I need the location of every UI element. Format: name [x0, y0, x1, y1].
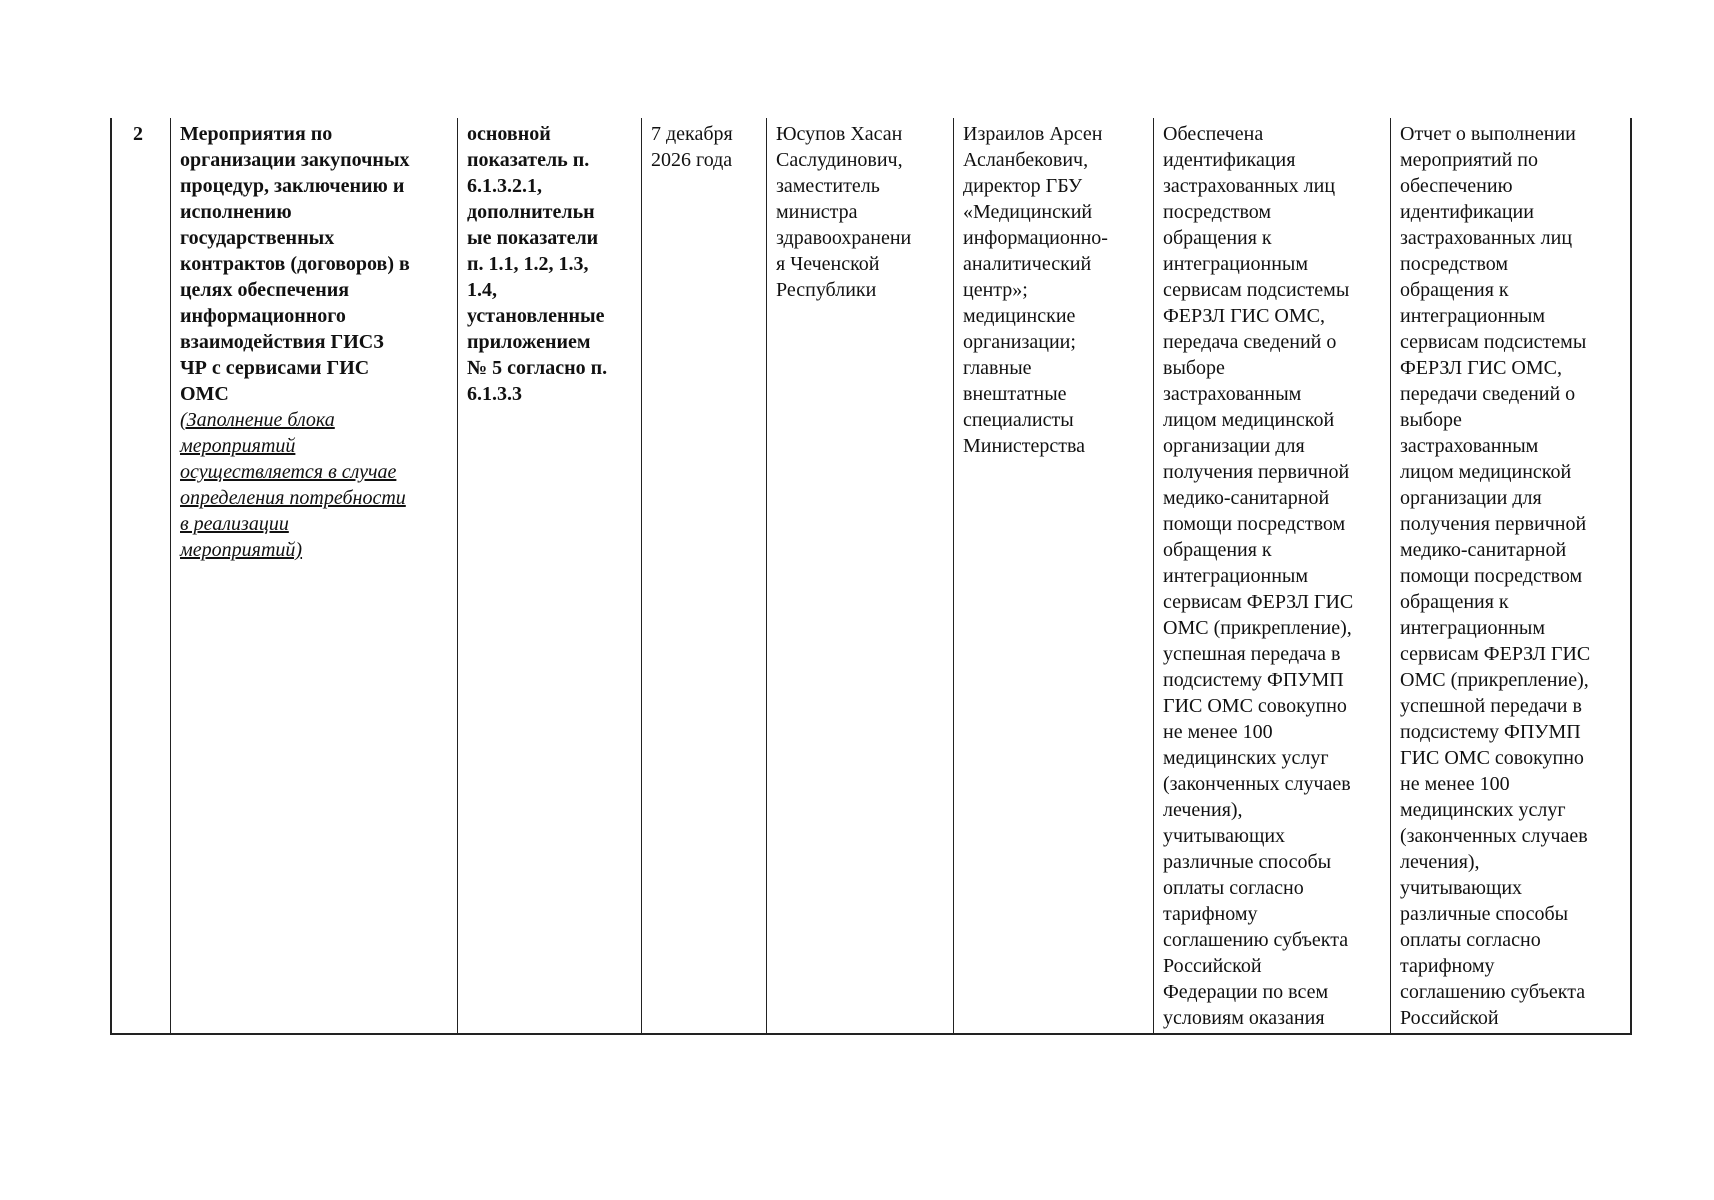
deadline-cell — [642, 118, 767, 1033]
indicators-line: приложением — [467, 331, 591, 353]
report-line: интеграционным — [1400, 305, 1546, 327]
report-line: учитывающих — [1400, 877, 1523, 899]
report-line: застрахованных лиц — [1400, 227, 1573, 249]
executors-line: «Медицинский — [963, 201, 1093, 223]
report-line: посредством — [1400, 253, 1509, 275]
result-line: медико-санитарной — [1163, 487, 1330, 509]
result-line: идентификация — [1163, 149, 1296, 171]
result-line: Обеспечена — [1163, 123, 1264, 145]
event-title-line: ЧР с сервисами ГИС — [180, 357, 370, 379]
result-line: обращения к — [1163, 227, 1272, 249]
result-line: обращения к — [1163, 539, 1272, 561]
report-line: обращения к — [1400, 591, 1509, 613]
result-line: организации для — [1163, 435, 1305, 457]
responsible-line: заместитель — [776, 175, 880, 197]
executors-line: информационно- — [963, 227, 1108, 249]
responsible-line: я Чеченской — [776, 253, 880, 275]
indicators-line: ые показатели — [467, 227, 599, 249]
report-line: успешной передачи в — [1400, 695, 1582, 717]
event-title-line: процедур, заключению и — [180, 175, 405, 197]
result-line: тарифному — [1163, 903, 1258, 925]
report-line: Российской — [1400, 1007, 1499, 1029]
result-line: различные способы — [1163, 851, 1332, 873]
result-line: помощи посредством — [1163, 513, 1346, 535]
executors-line: Израилов Арсен — [963, 123, 1103, 145]
result-line: подсистему ФПУМП — [1163, 669, 1344, 691]
event-title-line: целях обеспечения — [180, 279, 350, 301]
report-line: помощи посредством — [1400, 565, 1583, 587]
result-line: передача сведений о — [1163, 331, 1337, 353]
report-line: подсистему ФПУМП — [1400, 721, 1581, 743]
event-note-line: определения потребности — [180, 487, 406, 509]
event-note-line: мероприятий) — [180, 539, 303, 561]
result-line: интеграционным — [1163, 565, 1309, 587]
result-line: лицом медицинской — [1163, 409, 1335, 431]
indicators-line: п. 1.1, 1.2, 1.3, — [467, 253, 589, 275]
report-line: сервисам подсистемы — [1400, 331, 1587, 353]
result-line: застрахованным — [1163, 383, 1302, 405]
responsible-line: министра — [776, 201, 858, 223]
deadline-line: 7 декабря — [651, 123, 733, 145]
report-line: обращения к — [1400, 279, 1509, 301]
executors-line: главные — [963, 357, 1032, 379]
result-line: не менее 100 — [1163, 721, 1273, 743]
result-line: Федерации по всем — [1163, 981, 1329, 1003]
indicators-text — [467, 121, 637, 407]
result-line: лечения), — [1163, 799, 1243, 821]
event-note-line: (Заполнение блока — [180, 409, 335, 431]
report-line: медицинских услуг — [1400, 799, 1566, 821]
event-note-line: в реализации — [180, 513, 289, 535]
report-line: сервисам ФЕРЗЛ ГИС — [1400, 643, 1591, 665]
result-line: получения первичной — [1163, 461, 1350, 483]
report-line: не менее 100 — [1400, 773, 1510, 795]
result-line: учитывающих — [1163, 825, 1286, 847]
result-line: условиям оказания — [1163, 1007, 1325, 1029]
event-title-line: организации закупочных — [180, 149, 410, 171]
event-cell — [171, 118, 458, 1033]
result-line: соглашению субъекта — [1163, 929, 1349, 951]
event-title-line: информационного — [180, 305, 346, 327]
report-line: ОМС (прикрепление), — [1400, 669, 1589, 691]
indicators-cell — [458, 118, 642, 1033]
indicators-line: основной — [467, 123, 551, 145]
responsible-line: здравоохранени — [776, 227, 912, 249]
indicators-line: № 5 согласно п. — [467, 357, 608, 379]
result-line: сервисам подсистемы — [1163, 279, 1350, 301]
result-line: Российской — [1163, 955, 1262, 977]
event-title-line: ОМС — [180, 383, 229, 405]
event-title-line: Мероприятия по — [180, 123, 333, 145]
indicators-line: 6.1.3.2.1, — [467, 175, 542, 197]
report-line: лицом медицинской — [1400, 461, 1572, 483]
result-line: ФЕРЗЛ ГИС ОМС, — [1163, 305, 1326, 327]
report-line: ФЕРЗЛ ГИС ОМС, — [1400, 357, 1563, 379]
row-number-cell — [112, 118, 171, 1033]
executors-line: организации; — [963, 331, 1076, 353]
responsible-line: Республики — [776, 279, 877, 301]
result-line: сервисам ФЕРЗЛ ГИС — [1163, 591, 1354, 613]
report-line: различные способы — [1400, 903, 1569, 925]
report-line: соглашению субъекта — [1400, 981, 1586, 1003]
responsible-text — [776, 121, 949, 303]
report-line: получения первичной — [1400, 513, 1587, 535]
result-text — [1163, 121, 1386, 1031]
executors-text — [963, 121, 1149, 459]
report-line: интеграционным — [1400, 617, 1546, 639]
event-note-line: мероприятий — [180, 435, 296, 457]
report-line: застрахованным — [1400, 435, 1539, 457]
report-line: тарифному — [1400, 955, 1495, 977]
indicators-line: 1.4, — [467, 279, 497, 301]
result-line: ОМС (прикрепление), — [1163, 617, 1352, 639]
report-line: передачи сведений о — [1400, 383, 1576, 405]
executors-cell — [954, 118, 1154, 1033]
result-line: медицинских услуг — [1163, 747, 1329, 769]
report-cell — [1391, 118, 1630, 1033]
report-line: ГИС ОМС совокупно — [1400, 747, 1584, 769]
executors-line: Министерства — [963, 435, 1086, 457]
report-line: лечения), — [1400, 851, 1480, 873]
report-line: (законченных случаев — [1400, 825, 1588, 847]
result-cell — [1154, 118, 1391, 1033]
report-line: выборе — [1400, 409, 1462, 431]
result-line: (законченных случаев — [1163, 773, 1351, 795]
indicators-line: показатель п. — [467, 149, 590, 171]
event-note-line: осуществляется в случае — [180, 461, 397, 483]
result-line: выборе — [1163, 357, 1225, 379]
report-line: организации для — [1400, 487, 1542, 509]
event-note — [180, 407, 453, 563]
event-title-line: контрактов (договоров) в — [180, 253, 410, 275]
report-line: Отчет о выполнении — [1400, 123, 1576, 145]
executors-line: медицинские — [963, 305, 1076, 327]
indicators-line: 6.1.3.3 — [467, 383, 522, 405]
event-title-line: взаимодействия ГИСЗ — [180, 331, 384, 353]
events-table — [110, 118, 1632, 1035]
result-line: интеграционным — [1163, 253, 1309, 275]
report-line: идентификации — [1400, 201, 1534, 223]
report-line: обеспечению — [1400, 175, 1513, 197]
deadline-line: 2026 года — [651, 149, 733, 171]
executors-line: аналитический — [963, 253, 1092, 275]
report-text — [1400, 121, 1626, 1031]
executors-line: директор ГБУ — [963, 175, 1083, 197]
report-line: медико-санитарной — [1400, 539, 1567, 561]
result-line: застрахованных лиц — [1163, 175, 1336, 197]
result-line: ГИС ОМС совокупно — [1163, 695, 1347, 717]
report-line: оплаты согласно — [1400, 929, 1541, 951]
responsible-line: Юсупов Хасан — [776, 123, 903, 145]
responsible-line: Саслудинович, — [776, 149, 903, 171]
result-line: посредством — [1163, 201, 1272, 223]
deadline-text — [651, 121, 762, 173]
indicators-line: установленные — [467, 305, 605, 327]
event-title-line: государственных — [180, 227, 335, 249]
executors-line: Асланбекович, — [963, 149, 1089, 171]
row-number: 2 — [133, 123, 143, 145]
indicators-line: дополнительн — [467, 201, 595, 223]
result-line: оплаты согласно — [1163, 877, 1304, 899]
responsible-cell — [767, 118, 954, 1033]
event-title-line: исполнению — [180, 201, 292, 223]
event-title — [180, 121, 453, 407]
result-line: успешная передача в — [1163, 643, 1341, 665]
report-line: мероприятий по — [1400, 149, 1538, 171]
executors-line: центр»; — [963, 279, 1028, 301]
executors-line: специалисты — [963, 409, 1074, 431]
executors-line: внештатные — [963, 383, 1067, 405]
